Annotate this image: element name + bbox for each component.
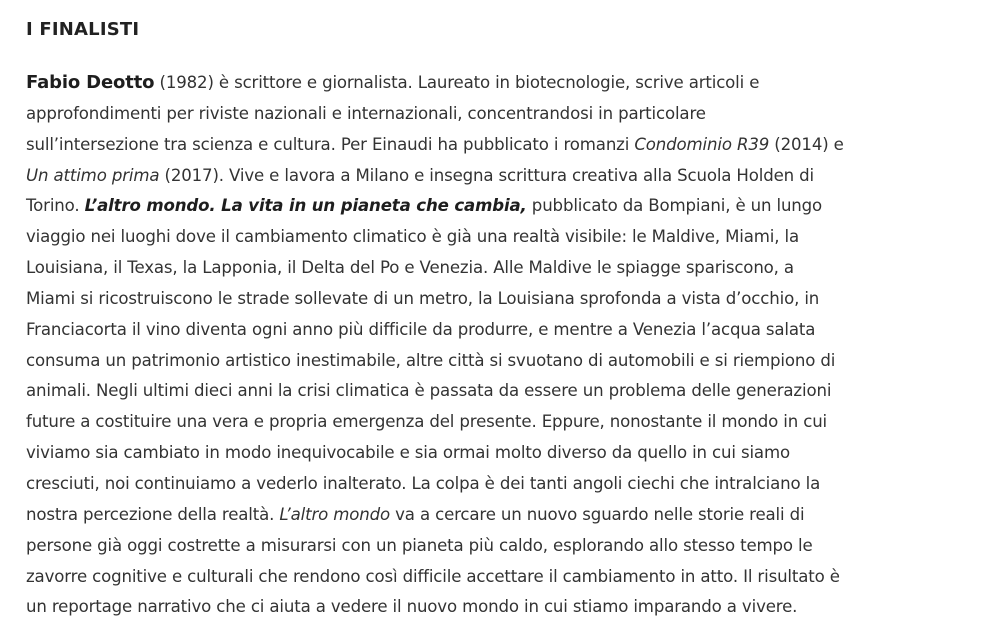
bio-text: viviamo sia cambiato in modo inequivocabile e sia ormai molto diverso da quello in cui siamo [26, 443, 790, 463]
bio-text: Louisiana, il Texas, la Lapponia, il Delta del Po e Venezia. Alle Maldive le spiagge spariscono, a [26, 258, 794, 278]
bio-text: sull’intersezione tra scienza e cultura. Per Einaudi ha pubblicato i romanzi [26, 134, 635, 154]
author-name: Fabio Deotto [26, 72, 155, 93]
bio-text: cresciuti, noi continuiamo a vederlo inalterato. La colpa è dei tanti angoli ciechi che intralciano la [26, 473, 821, 493]
bio-line [26, 562, 981, 593]
bio-line [26, 99, 981, 130]
bio-text: (2017). Vive e lavora a Milano e insegna scrittura creativa alla Scuola Holden di [159, 165, 814, 185]
work-title: Condominio R39 [634, 134, 770, 154]
bio-text: (1982) è scrittore e giornalista. Laureato in biotecnologie, scrive articoli e [154, 73, 760, 92]
bio-line [26, 592, 981, 623]
bio-line [26, 222, 981, 253]
bio-line [26, 376, 981, 407]
bio-text: Miami si ricostruiscono le strade sollevate di un metro, la Louisiana sprofonda a vista d’occhio, in [26, 288, 820, 308]
bio-text: pubblicato da Bompiani, è un lungo [526, 196, 823, 216]
bio-text: future a costituire una vera e propria emergenza del presente. Eppure, nonostante il mondo in cui [26, 412, 828, 432]
bio-line [26, 500, 981, 531]
bio-text: persone già oggi costrette a misurarsi con un pianeta più caldo, esplorando allo stesso tempo le [26, 535, 813, 555]
bio-text: Franciacorta il vino diventa ogni anno più difficile da produrre, e mentre a Venezia l’acqua salata [26, 319, 816, 339]
bio-text: (2014) e [769, 134, 844, 154]
bio-text: approfondimenti per riviste nazionali e internazionali, concentrandosi in particolare [26, 103, 706, 123]
bio-text: viaggio nei luoghi dove il cambiamento climatico è già una realtà visibile: le Maldive, Miami, la [26, 227, 799, 247]
bio-line [26, 68, 981, 99]
section-title: I FINALISTI [26, 19, 140, 40]
work-title: L’altro mondo [279, 504, 391, 524]
bio-line [26, 130, 981, 161]
bio-text: nostra percezione della realtà. [26, 504, 280, 524]
bio-text: consuma un patrimonio artistico inestimabile, altre città si svuotano di automobili e si riempiono di [26, 350, 836, 370]
bio-line [26, 469, 981, 500]
bio-line [26, 531, 981, 562]
bio-line [26, 346, 981, 377]
bio-line [26, 284, 981, 315]
book-title: L’altro mondo. La vita in un pianeta che cambia, [84, 196, 527, 216]
bio-text: va a cercare un nuovo sguardo nelle storie reali di [390, 504, 805, 524]
bio-text: zavorre cognitive e culturali che rendono così difficile accettare il cambiamento in atto. Il risultato è [26, 566, 840, 586]
bio-line [26, 407, 981, 438]
bio-text: un reportage narrativo che ci aiuta a vedere il nuovo mondo in cui stiamo imparando a vivere. [26, 597, 798, 617]
bio-line [26, 191, 981, 222]
bio-text: animali. Negli ultimi dieci anni la crisi climatica è passata da essere un problema delle generazioni [26, 381, 832, 401]
finalists-section [26, 14, 981, 623]
bio-line [26, 253, 981, 284]
bio-line [26, 161, 981, 192]
bio-line [26, 315, 981, 346]
work-title: Un attimo prima [26, 165, 160, 185]
bio-line [26, 438, 981, 469]
author-bio [26, 68, 981, 623]
bio-text: Torino. [26, 196, 85, 216]
